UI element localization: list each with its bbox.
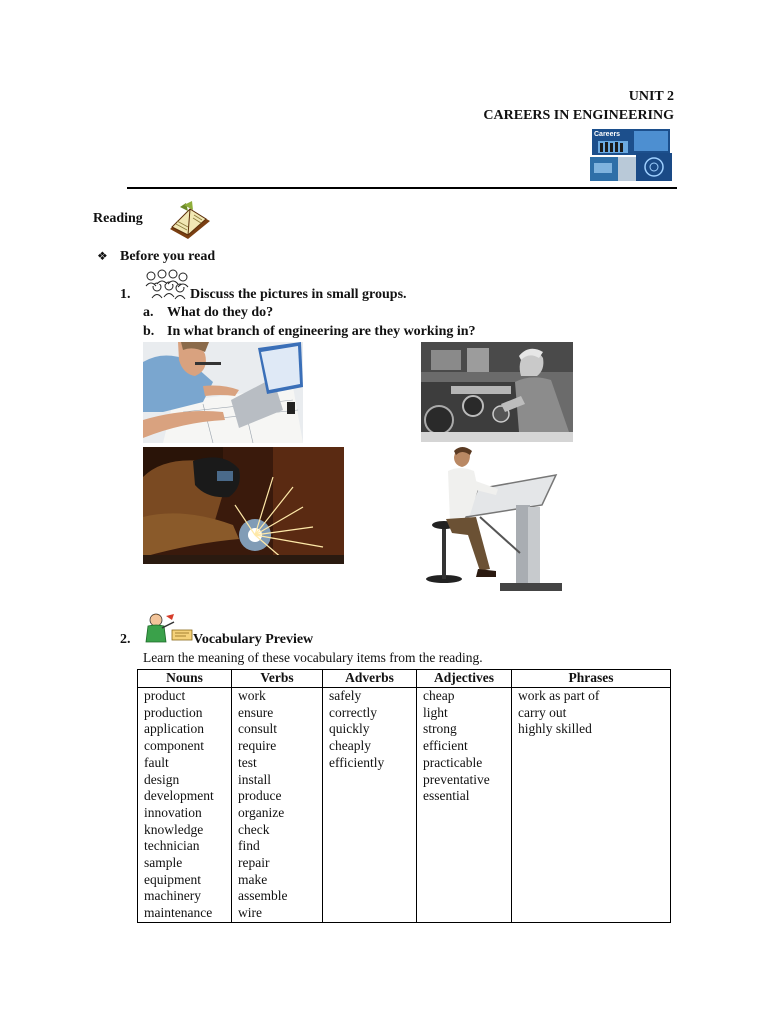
noun-item: product [144,688,186,703]
unit-title: CAREERS IN ENGINEERING [483,108,674,123]
group-discussion-icon [143,268,191,300]
drafting-engineer-photo [420,445,570,595]
column-header-adjectives: Adjectives [417,670,512,688]
noun-item: innovation [144,804,202,820]
verb-item: wire [238,905,262,921]
welder-photo [143,447,344,564]
noun-item: design [144,771,180,787]
question-1b-letter: b. [143,324,155,339]
diamond-bullet-icon: ❖ [97,249,108,263]
header-divider [127,187,677,189]
logo-text: Careers [594,131,621,138]
verbs-column [232,688,323,923]
engineer-laptop-photo [143,342,303,443]
adjective-item: essential [423,788,470,804]
noun-item: technician [144,838,200,854]
verb-item: require [238,738,277,754]
verb-item: install [238,771,271,787]
adverb-item: quickly [329,721,370,737]
vocabulary-table [137,669,671,923]
vocabulary-instruction: Learn the meaning of these vocabulary items from the reading. [143,650,483,665]
adjective-item: cheap [423,688,455,703]
nouns-column [138,688,232,923]
noun-item: component [144,738,204,754]
adverbs-column [323,688,417,923]
noun-item: knowledge [144,821,204,837]
before-you-read-heading: Before you read [120,249,216,264]
column-header-verbs: Verbs [232,670,323,688]
noun-item: application [144,721,204,737]
unit-label: UNIT 2 [628,89,674,104]
phrase-item: highly skilled [518,721,592,737]
noun-item: production [144,704,203,720]
vocabulary-preview-heading: Vocabulary Preview [193,632,314,647]
column-header-nouns: Nouns [138,670,232,688]
verb-item: produce [238,788,282,804]
question-1-number: 1. [120,287,131,302]
adjectives-column [417,688,512,923]
question-1a-text: What do they do? [167,305,274,320]
verb-item: make [238,871,268,887]
adverb-item: correctly [329,704,377,720]
column-header-phrases: Phrases [512,670,671,688]
noun-item: machinery [144,888,201,904]
question-1a-letter: a. [143,305,154,320]
noun-item: development [144,788,214,804]
adverb-item: safely [329,688,362,703]
noun-item: fault [144,754,169,770]
noun-item: equipment [144,871,201,887]
adjective-item: strong [423,721,457,737]
adverb-item: efficiently [329,754,385,770]
phrase-item: carry out [518,704,567,720]
book-icon [166,199,214,245]
noun-item: sample [144,855,183,871]
phrases-column [512,688,671,923]
adjective-item: practicable [423,754,483,770]
verb-item: test [238,754,257,770]
adjective-item: efficient [423,738,468,754]
verb-item: organize [238,804,285,820]
verb-item: check [238,821,270,837]
verb-item: work [238,688,266,703]
reading-heading: Reading [93,211,143,226]
question-2-number: 2. [120,632,131,647]
question-1b-text: In what branch of engineering are they working in? [167,324,476,339]
verb-item: repair [238,855,270,871]
question-1-prompt: Discuss the pictures in small groups. [190,287,407,302]
verb-item: ensure [238,704,274,720]
adverb-item: cheaply [329,738,371,754]
noun-item: maintenance [144,905,213,921]
phrase-item: work as part of [518,688,600,703]
adjective-item: preventative [423,771,490,787]
adjective-item: light [423,704,448,720]
careers-logo-image [590,127,674,183]
verb-item: consult [238,721,277,737]
verb-item: assemble [238,888,288,904]
column-header-adverbs: Adverbs [323,670,417,688]
teacher-icon [144,612,194,646]
verb-item: find [238,838,260,854]
machinist-photo [421,342,573,442]
